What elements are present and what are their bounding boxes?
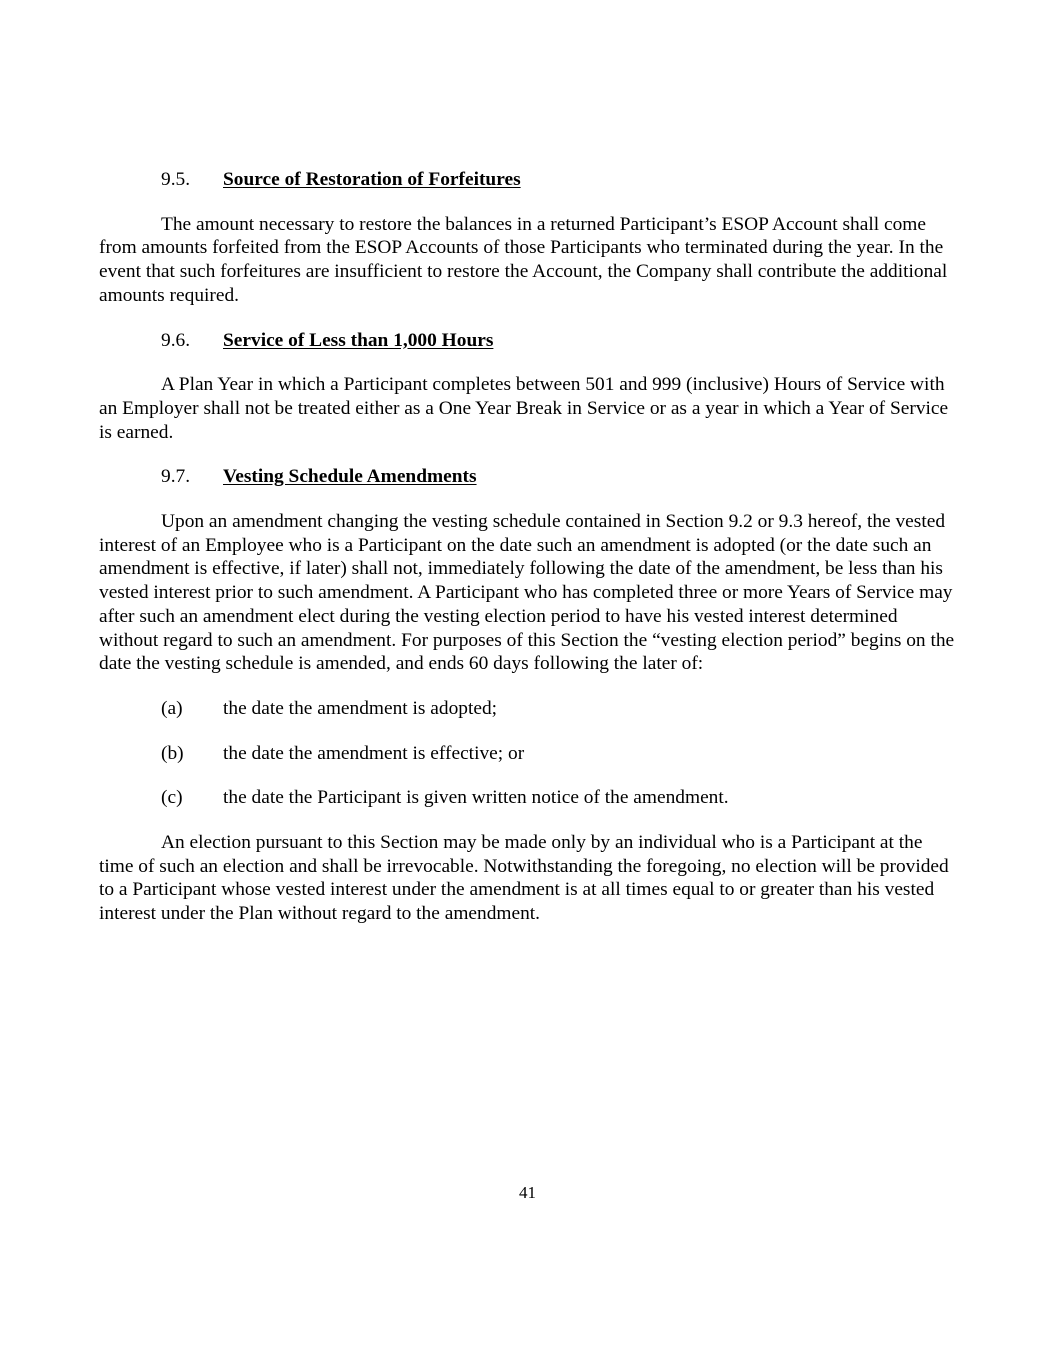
section-title: Vesting Schedule Amendments [223,466,477,488]
list-item-text: the date the amendment is adopted; [223,697,498,719]
list-item-b [99,742,959,766]
list-item-label: (b) [161,742,184,764]
list-item-text: the date the Participant is given written notice of the amendment. [223,787,729,809]
section-closing-paragraph: An election pursuant to this Section may be made only by an individual who is a Participant at the time of such an election and shall be irrevocable. Notwithstanding the foregoing, no election will be provided to a Participant whose vested interest under the amendment is at all times equal to or greater than his vested interest under the Plan without regard to the amendment. [99,832,949,925]
list-item-label: (c) [161,787,183,809]
page-number: 41 [519,1183,536,1202]
section-heading-9-7 [99,465,959,489]
list-item-text: the date the amendment is effective; or [223,742,525,764]
section-title: Service of Less than 1,000 Hours [223,329,494,351]
list-item-a [99,697,959,721]
section-heading-9-6 [99,329,959,353]
document-body [99,168,959,947]
section-number: 9.6. [161,329,191,351]
section-intro-paragraph: Upon an amendment changing the vesting schedule contained in Section 9.2 or 9.3 hereof, the vested interest of an Employee who is a Participant on the date such an amendment is adopted (or the date such an amendment is effective, if later) shall not, immediately following the date of the amendment, be less than his vested interest prior to such amendment. A Participant who has completed three or more Years of Service may after such an amendment elect during the vesting election period to have his vested interest determined without regard to such an amendment. For purposes of this Section the “vesting election period” begins on the date the vesting schedule is amended, and ends 60 days following the later of: [99,511,955,675]
section-paragraph: A Plan Year in which a Participant completes between 501 and 999 (inclusive) Hours of Service with an Employer shall not be treated either as a One Year Break in Service or as a year in which a Year of Service is earned. [99,374,949,443]
list-item-c [99,786,959,810]
list-item-label: (a) [161,697,183,719]
section-number: 9.5. [161,169,191,190]
section-number: 9.7. [161,466,191,488]
section-heading-9-5 [99,168,959,192]
section-paragraph: The amount necessary to restore the balances in a returned Participant’s ESOP Account shall come from amounts forfeited from the ESOP Accounts of those Participants who terminated during the year. In the event that such forfeitures are insufficient to restore the Account, the Company shall contribute the additional amounts required. [99,213,948,306]
section-title: Source of Restoration of Forfeitures [223,169,521,190]
